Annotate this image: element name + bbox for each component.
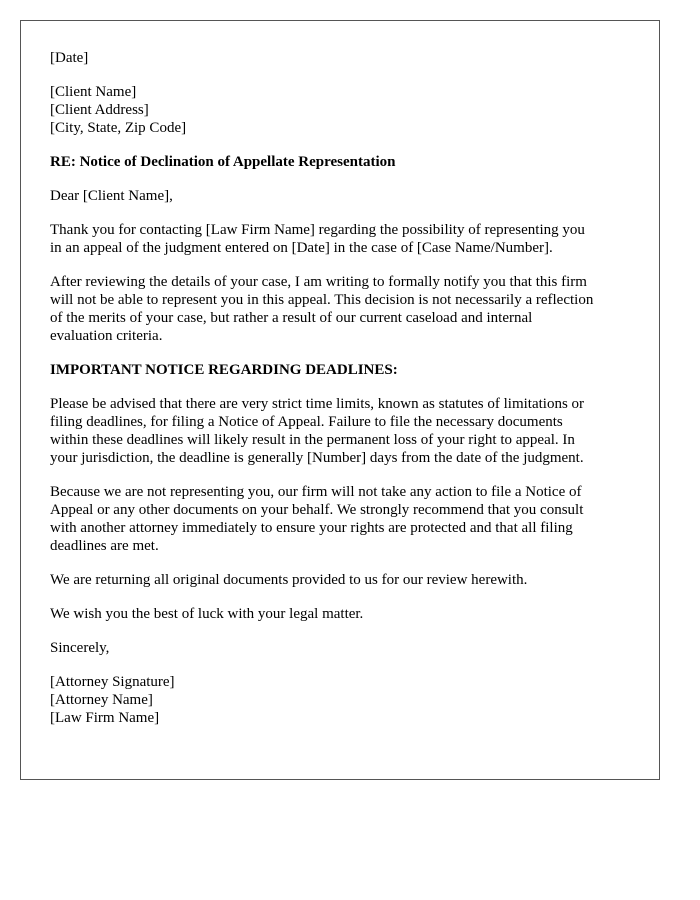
paragraph-1 xyxy=(50,221,630,257)
paragraph-3-line-3: within these deadlines will likely result in the permanent loss of your right to appeal. In xyxy=(50,432,575,448)
paragraph-2-line-1: After reviewing the details of your case, I am writing to formally notify you that this firm xyxy=(50,274,587,290)
paragraph-5-text: We are returning all original documents provided to us for our review herewith. xyxy=(50,572,528,588)
paragraph-4-line-4: deadlines are met. xyxy=(50,538,159,554)
paragraph-2 xyxy=(50,273,630,345)
closing xyxy=(50,639,630,657)
recipient-city-state-zip: [City, State, Zip Code] xyxy=(50,120,187,136)
paragraph-3-line-2: filing deadlines, for filing a Notice of Appeal. Failure to file the necessary documents xyxy=(50,414,563,430)
recipient-name: [Client Name] xyxy=(50,84,137,100)
paragraph-3-line-4: your jurisdiction, the deadline is generally [Number] days from the date of the judgment. xyxy=(50,450,584,466)
attorney-name: [Attorney Name] xyxy=(50,692,153,708)
letter-date xyxy=(50,49,630,67)
letter-page xyxy=(20,20,660,780)
paragraph-2-line-4: evaluation criteria. xyxy=(50,328,163,344)
attorney-signature: [Attorney Signature] xyxy=(50,674,175,690)
recipient-address: [Client Address] xyxy=(50,102,149,118)
paragraph-1-line-1: Thank you for contacting [Law Firm Name] regarding the possibility of representing you xyxy=(50,222,585,238)
paragraph-6-text: We wish you the best of luck with your legal matter. xyxy=(50,606,364,622)
signature-block xyxy=(50,673,630,727)
paragraph-1-line-2: in an appeal of the judgment entered on [Date] in the case of [Case Name/Number]. xyxy=(50,240,553,256)
date-text: [Date] xyxy=(50,50,89,66)
paragraph-3 xyxy=(50,395,630,467)
paragraph-4-line-3: with another attorney immediately to ensure your rights are protected and that all filing xyxy=(50,520,573,536)
paragraph-3-line-1: Please be advised that there are very strict time limits, known as statutes of limitations or xyxy=(50,396,585,412)
notice-heading-text: IMPORTANT NOTICE REGARDING DEADLINES: xyxy=(50,362,398,378)
closing-text: Sincerely, xyxy=(50,640,110,656)
salutation-text: Dear [Client Name], xyxy=(50,188,173,204)
paragraph-6 xyxy=(50,605,630,623)
subject-text: RE: Notice of Declination of Appellate Representation xyxy=(50,154,396,170)
paragraph-5 xyxy=(50,571,630,589)
recipient-address-block xyxy=(50,83,630,137)
law-firm-name: [Law Firm Name] xyxy=(50,710,160,726)
paragraph-2-line-3: of the merits of your case, but rather a result of our current caseload and internal xyxy=(50,310,533,326)
subject-line xyxy=(50,153,630,171)
salutation xyxy=(50,187,630,205)
notice-heading xyxy=(50,361,630,379)
paragraph-2-line-2: will not be able to represent you in this appeal. This decision is not necessarily a reflection xyxy=(50,292,594,308)
paragraph-4 xyxy=(50,483,630,555)
paragraph-4-line-2: Appeal or any other documents on your behalf. We strongly recommend that you consult xyxy=(50,502,584,518)
paragraph-4-line-1: Because we are not representing you, our firm will not take any action to file a Notice of xyxy=(50,484,582,500)
